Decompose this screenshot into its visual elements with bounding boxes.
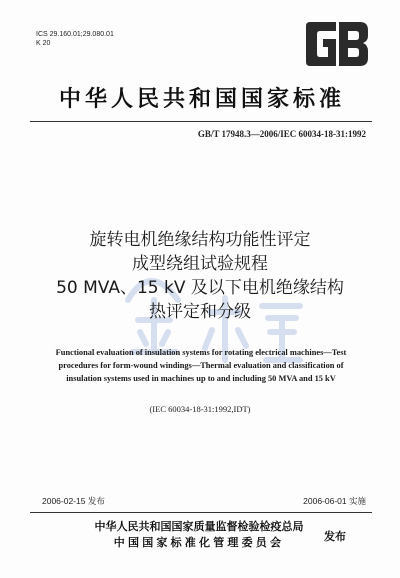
issuer-line-1: 中华人民共和国国家质量监督检验检疫总局 — [94, 520, 304, 533]
gb-logo-icon — [306, 22, 368, 66]
issuer-line-2: 中国国家标准化管理委员会 — [113, 536, 285, 549]
chinese-title-line-4: 热评定和分级 — [149, 302, 251, 322]
issue-date: 2006-02-15 发布 — [42, 496, 105, 506]
ics-classification — [36, 30, 114, 48]
equivalence-note: (IEC 60034-18-31:1992,IDT) — [149, 404, 251, 414]
chinese-title-line-2: 成型绕组试验规程 — [132, 254, 268, 274]
issuing-authority — [84, 519, 314, 551]
ics-code: ICS 29.160.01;29.080.01 — [36, 31, 114, 38]
footer-divider — [30, 512, 372, 513]
standard-number: GB/T 17948.3—2006/IEC 60034-18-31:1992 — [197, 129, 366, 139]
effective-date: 2006-06-01 实施 — [303, 496, 366, 506]
header-divider — [30, 121, 372, 122]
chinese-title — [20, 228, 380, 324]
ccs-code: K 20 — [36, 40, 51, 47]
english-title-line-2: procedures for form-wound windings—Thermal evaluation and classification of — [58, 361, 344, 370]
english-title-line-1: Functional evaluation of insulation systems for rotating electrical machines—Test — [55, 348, 347, 357]
english-title-line-3: insulation systems used in machines up to and including 50 MVA and 15 kV — [66, 374, 336, 383]
english-title — [36, 346, 366, 385]
chinese-title-line-1: 旋转电机绝缘结构功能性评定 — [89, 230, 311, 250]
publish-label: 发布 — [324, 530, 346, 543]
national-standard-heading: 中华人民共和国国家标准 — [58, 86, 345, 112]
chinese-title-line-3: 50 MVA、15 kV 及以下电机绝缘结构 — [56, 278, 344, 298]
